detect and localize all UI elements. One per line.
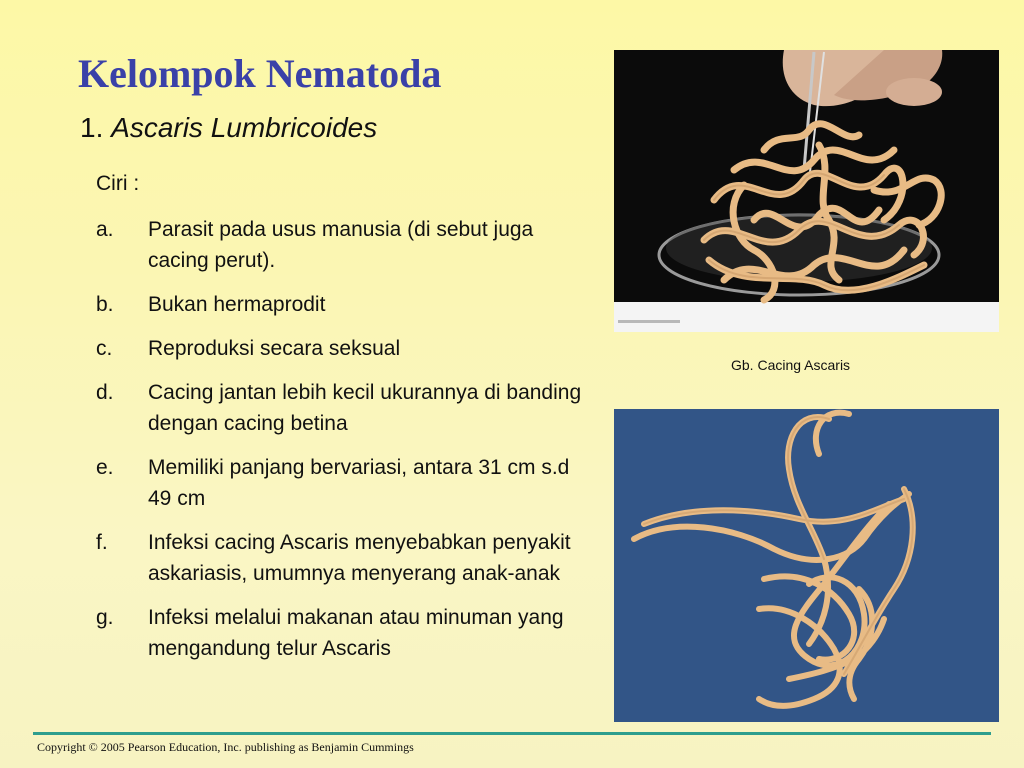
subtitle-species-name: Ascaris Lumbricoides [111, 112, 378, 143]
characteristics-list [96, 214, 586, 677]
copyright-footer: Copyright © 2005 Pearson Education, Inc. publishing as Benjamin Cummings [37, 740, 414, 754]
slide-title: Kelompok Nematoda [78, 51, 442, 96]
ascaris-worms-illustration [614, 409, 999, 722]
list-item-text: Reproduksi secara seksual [148, 337, 401, 360]
list-item-letter: b. [96, 293, 114, 316]
ascaris-worms-photo [614, 409, 999, 722]
list-item-letter: c. [96, 337, 113, 360]
list-item-text: Parasit pada usus manusia (di sebut juga cacing perut). [148, 218, 534, 272]
list-item-text: Infeksi melalui makanan atau minuman yang mengandung telur Ascaris [148, 606, 564, 660]
footer-divider [33, 732, 991, 735]
list-item [96, 214, 586, 276]
slide-subtitle [80, 112, 377, 144]
ciri-label: Ciri : [96, 172, 140, 195]
list-item-letter: g. [96, 606, 114, 629]
list-item-text: Bukan hermaprodit [148, 293, 326, 316]
list-item-letter: d. [96, 381, 114, 404]
list-item-text: Infeksi cacing Ascaris menyebabkan penyakit askariasis, umumnya menyerang anak-anak [148, 531, 571, 585]
list-item [96, 527, 586, 589]
list-item-letter: a. [96, 218, 114, 241]
ascaris-dish-illustration [614, 50, 999, 332]
subtitle-number: 1. [80, 112, 104, 143]
list-item [96, 377, 586, 439]
ascaris-dish-photo [614, 50, 999, 332]
list-item-letter: f. [96, 531, 108, 554]
list-item [96, 602, 586, 664]
list-item [96, 333, 586, 364]
list-item-letter: e. [96, 456, 114, 479]
list-item [96, 452, 586, 514]
list-item-text: Cacing jantan lebih kecil ukurannya di banding dengan cacing betina [148, 381, 582, 435]
image-caption: Gb. Cacing Ascaris [731, 357, 851, 373]
list-item [96, 289, 586, 320]
list-item-text: Memiliki panjang bervariasi, antara 31 cm s.d 49 cm [148, 456, 570, 510]
